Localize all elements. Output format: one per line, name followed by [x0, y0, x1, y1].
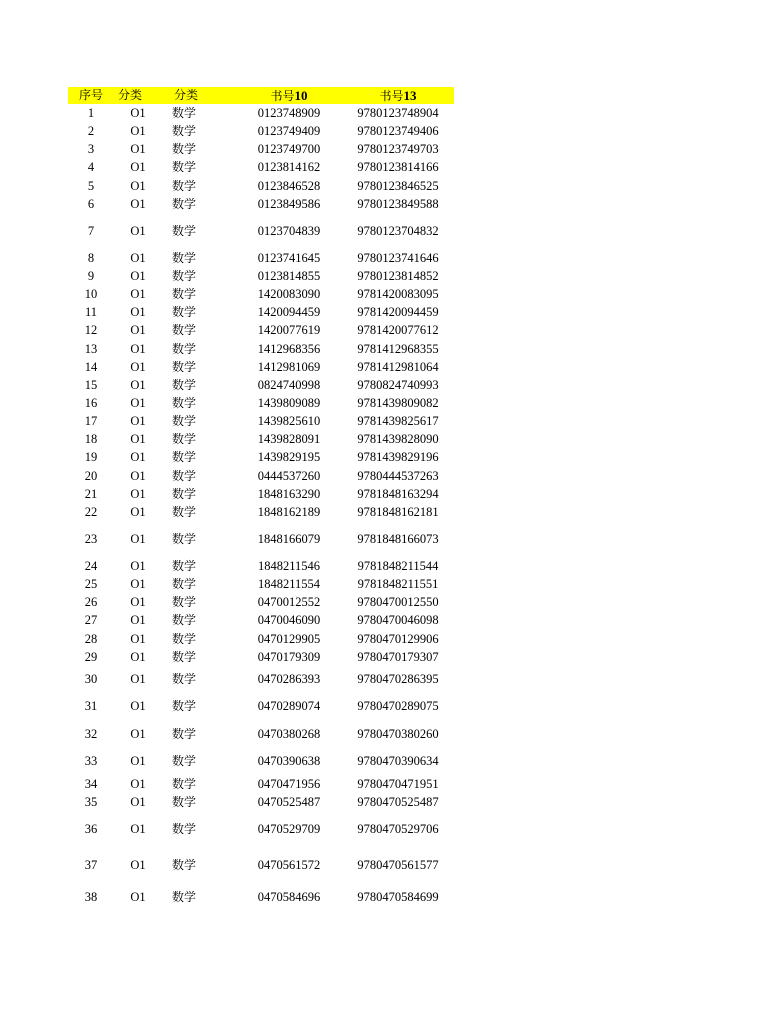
table-row	[68, 177, 454, 195]
cell-subject[interactable]: 数学	[171, 106, 196, 120]
cell-subject[interactable]: 数学	[171, 160, 196, 175]
cell-seq[interactable]: 17	[84, 414, 98, 429]
cell-subject[interactable]: 数学	[171, 287, 196, 302]
cell-seq[interactable]: 16	[84, 395, 98, 410]
table-row	[68, 793, 454, 811]
cell-isbn10[interactable]: 0470471956	[257, 776, 321, 791]
cell-subject[interactable]: 数学	[171, 359, 196, 374]
cell-class[interactable]: O1	[130, 124, 146, 139]
table-row	[68, 285, 454, 303]
table-row	[68, 213, 454, 249]
cell-isbn10[interactable]: 0470561572	[257, 858, 321, 873]
table-row	[68, 884, 454, 911]
table-row	[68, 340, 454, 358]
cell-isbn13[interactable]: 9781848211551	[357, 577, 439, 592]
cell-isbn13[interactable]: 9780470012550	[357, 595, 439, 610]
cell-subject[interactable]: 数学	[171, 323, 196, 338]
table-row	[68, 485, 454, 503]
cell-class[interactable]: O1	[130, 377, 146, 392]
cell-class[interactable]: O1	[130, 223, 146, 238]
cell-subject[interactable]: 数学	[171, 531, 196, 546]
cell-class[interactable]: O1	[130, 858, 146, 873]
table-row	[68, 847, 454, 884]
cell-seq[interactable]: 38	[84, 890, 98, 905]
cell-isbn10[interactable]: 0470584696	[257, 890, 321, 905]
cell-isbn10[interactable]: 1439825610	[257, 414, 321, 429]
cell-subject[interactable]: 数学	[171, 432, 196, 447]
cell-subject[interactable]: 数学	[171, 414, 196, 429]
cell-class[interactable]: O1	[130, 359, 146, 374]
header-isbn13-suffix: 13	[403, 88, 417, 103]
cell-class[interactable]: O1	[130, 450, 146, 465]
header-isbn10-prefix: 书号	[270, 89, 295, 103]
cell-class[interactable]: O1	[130, 649, 146, 664]
header-isbn13-prefix: 书号	[379, 89, 404, 103]
cell-isbn13[interactable]: 9781848163294	[357, 486, 439, 501]
cell-isbn13[interactable]: 9780470390634	[357, 753, 439, 768]
header-isbn13[interactable]	[344, 87, 452, 105]
cell-isbn10[interactable]: 0470286393	[257, 671, 321, 686]
table-row	[68, 303, 454, 321]
cell-seq[interactable]: 24	[84, 558, 98, 573]
cell-isbn13[interactable]: 9781412968355	[357, 341, 439, 356]
cell-subject[interactable]: 数学	[171, 890, 196, 905]
cell-isbn10[interactable]: 0470390638	[257, 753, 321, 768]
cell-subject[interactable]: 数学	[171, 450, 196, 465]
cell-isbn13[interactable]: 9781439809082	[357, 395, 439, 410]
cell-class[interactable]: O1	[130, 305, 146, 320]
table-row	[68, 811, 454, 847]
cell-class[interactable]: O1	[130, 753, 146, 768]
cell-isbn10[interactable]: 0824740998	[257, 377, 321, 392]
cell-seq[interactable]: 19	[84, 450, 98, 465]
cell-seq[interactable]: 4	[87, 160, 95, 175]
cell-isbn13[interactable]: 9780123814166	[357, 160, 439, 175]
cell-isbn10[interactable]: 1848211546	[257, 558, 321, 573]
cell-seq[interactable]: 27	[84, 613, 98, 628]
cell-seq[interactable]: 30	[84, 671, 98, 686]
cell-isbn13[interactable]: 9781412981064	[357, 359, 439, 374]
cell-class[interactable]: O1	[130, 698, 146, 713]
header-row	[68, 87, 454, 104]
table-row	[68, 394, 454, 412]
cell-isbn13[interactable]: 9780123749703	[357, 142, 439, 157]
cell-subject[interactable]: 数学	[171, 142, 196, 157]
cell-seq[interactable]: 3	[87, 142, 95, 157]
cell-subject[interactable]: 数学	[171, 486, 196, 501]
cell-subject[interactable]: 数学	[171, 178, 196, 193]
table-row	[68, 575, 454, 593]
cell-isbn10[interactable]: 1420094459	[257, 305, 321, 320]
cell-isbn10[interactable]: 0444537260	[257, 468, 321, 483]
cell-subject[interactable]: 数学	[171, 794, 196, 809]
cell-isbn10[interactable]: 0123849586	[257, 196, 321, 211]
cell-class[interactable]: O1	[130, 577, 146, 592]
cell-class[interactable]: O1	[130, 341, 146, 356]
cell-subject[interactable]: 数学	[171, 468, 196, 483]
cell-seq[interactable]: 23	[84, 531, 98, 546]
cell-isbn10[interactable]: 0470380268	[257, 726, 321, 741]
cell-class[interactable]: O1	[130, 414, 146, 429]
cell-subject[interactable]: 数学	[171, 753, 196, 768]
cell-isbn13[interactable]: 9780470561577	[357, 858, 439, 873]
cell-isbn13[interactable]: 9780123741646	[357, 250, 439, 265]
table-row	[68, 557, 454, 575]
cell-class[interactable]: O1	[130, 794, 146, 809]
cell-subject[interactable]: 数学	[171, 613, 196, 628]
cell-class[interactable]: O1	[130, 558, 146, 573]
cell-seq[interactable]: 12	[84, 323, 98, 338]
cell-isbn13[interactable]: 9780470471951	[357, 776, 439, 791]
cell-seq[interactable]: 2	[87, 124, 95, 139]
table-row	[68, 593, 454, 611]
header-class[interactable]: 分类	[117, 88, 142, 102]
cell-seq[interactable]: 7	[87, 223, 95, 238]
cell-class[interactable]: O1	[130, 468, 146, 483]
table-row	[68, 140, 454, 158]
cell-class[interactable]: O1	[130, 432, 146, 447]
table-row	[68, 503, 454, 521]
cell-subject[interactable]: 数学	[171, 196, 196, 211]
cell-class[interactable]: O1	[130, 726, 146, 741]
cell-isbn10[interactable]: 1848166079	[257, 531, 321, 546]
table-row	[68, 321, 454, 339]
cell-seq[interactable]: 15	[84, 377, 98, 392]
table-row	[68, 693, 454, 720]
cell-isbn10[interactable]: 1439829195	[257, 450, 321, 465]
cell-subject[interactable]: 数学	[171, 250, 196, 265]
table-row	[68, 467, 454, 485]
cell-isbn13[interactable]: 9780123846525	[357, 178, 439, 193]
cell-seq[interactable]: 11	[84, 305, 98, 320]
cell-subject[interactable]: 数学	[171, 305, 196, 320]
cell-isbn13[interactable]: 9780470529706	[357, 822, 439, 837]
cell-subject[interactable]: 数学	[171, 504, 196, 519]
cell-subject[interactable]: 数学	[171, 223, 196, 238]
cell-seq[interactable]: 22	[84, 504, 98, 519]
table-row	[68, 358, 454, 376]
cell-isbn13[interactable]: 9781420077612	[357, 323, 439, 338]
cell-seq[interactable]: 26	[84, 595, 98, 610]
cell-isbn13[interactable]: 9781848166073	[357, 531, 439, 546]
cell-isbn13[interactable]: 9780824740993	[357, 377, 439, 392]
cell-subject[interactable]: 数学	[171, 822, 196, 837]
cell-class[interactable]: O1	[130, 890, 146, 905]
cell-isbn13[interactable]: 9780470286395	[357, 671, 439, 686]
cell-isbn10[interactable]: 0470529709	[257, 822, 321, 837]
cell-class[interactable]: O1	[130, 142, 146, 157]
cell-subject[interactable]: 数学	[171, 726, 196, 741]
cell-isbn10[interactable]: 0123814162	[257, 160, 321, 175]
cell-isbn10[interactable]: 1412981069	[257, 359, 321, 374]
cell-subject[interactable]: 数学	[171, 649, 196, 664]
cell-class[interactable]: O1	[130, 268, 146, 283]
cell-isbn10[interactable]: 0470046090	[257, 613, 321, 628]
cell-seq[interactable]: 29	[84, 649, 98, 664]
cell-isbn10[interactable]: 1420077619	[257, 323, 321, 338]
table-row	[68, 521, 454, 557]
cell-seq[interactable]: 1	[87, 106, 95, 120]
cell-isbn10[interactable]: 0123814855	[257, 268, 321, 283]
table-row	[68, 611, 454, 629]
table-row	[68, 267, 454, 285]
cell-isbn10[interactable]: 1848163290	[257, 486, 321, 501]
cell-subject[interactable]: 数学	[171, 671, 196, 686]
cell-isbn13[interactable]: 9781848211544	[357, 558, 439, 573]
cell-subject[interactable]: 数学	[171, 631, 196, 646]
cell-class[interactable]: O1	[130, 631, 146, 646]
table-row	[68, 158, 454, 176]
cell-isbn13[interactable]: 9781848162181	[357, 504, 439, 519]
cell-isbn13[interactable]: 9781420094459	[357, 305, 439, 320]
cell-class[interactable]: O1	[130, 776, 146, 791]
cell-isbn13[interactable]: 9780123704832	[357, 223, 439, 238]
table-row	[68, 775, 454, 793]
table-row	[68, 249, 454, 267]
cell-isbn13[interactable]: 9780123749406	[357, 124, 439, 139]
cell-isbn13[interactable]: 9780444537263	[357, 468, 439, 483]
cell-class[interactable]: O1	[130, 613, 146, 628]
cell-isbn13[interactable]: 9780123849588	[357, 196, 439, 211]
spreadsheet-table	[68, 87, 454, 911]
cell-class[interactable]: O1	[130, 504, 146, 519]
cell-isbn10[interactable]: 0123748909	[257, 106, 321, 120]
table-row	[68, 122, 454, 140]
cell-subject[interactable]: 数学	[171, 558, 196, 573]
table-body	[68, 104, 454, 911]
cell-seq[interactable]: 10	[84, 287, 98, 302]
cell-seq[interactable]: 18	[84, 432, 98, 447]
table-row	[68, 720, 454, 748]
cell-isbn13[interactable]: 9781439828090	[357, 432, 439, 447]
cell-subject[interactable]: 数学	[171, 858, 196, 873]
cell-seq[interactable]: 31	[84, 698, 98, 713]
cell-seq[interactable]: 25	[84, 577, 98, 592]
table-row	[68, 104, 454, 122]
cell-seq[interactable]: 8	[87, 250, 95, 265]
cell-isbn10[interactable]: 1412968356	[257, 341, 321, 356]
cell-class[interactable]: O1	[130, 531, 146, 546]
cell-isbn10[interactable]: 1420083090	[257, 287, 321, 302]
cell-seq[interactable]: 9	[87, 268, 95, 283]
cell-isbn13[interactable]: 9780470179307	[357, 649, 439, 664]
cell-class[interactable]: O1	[130, 486, 146, 501]
cell-isbn13[interactable]: 9780123814852	[357, 268, 439, 283]
cell-subject[interactable]: 数学	[171, 395, 196, 410]
cell-isbn10[interactable]: 0123741645	[257, 250, 321, 265]
cell-seq[interactable]: 35	[84, 794, 98, 809]
cell-seq[interactable]: 33	[84, 753, 98, 768]
cell-isbn10[interactable]: 0123704839	[257, 223, 321, 238]
cell-subject[interactable]: 数学	[171, 698, 196, 713]
cell-class[interactable]: O1	[130, 671, 146, 686]
cell-isbn10[interactable]: 0470129905	[257, 631, 321, 646]
table-row	[68, 748, 454, 775]
cell-class[interactable]: O1	[130, 287, 146, 302]
cell-isbn13[interactable]: 9780470525487	[357, 794, 439, 809]
cell-isbn10[interactable]: 0470179309	[257, 649, 321, 664]
cell-class[interactable]: O1	[130, 395, 146, 410]
cell-subject[interactable]: 数学	[171, 268, 196, 283]
cell-class[interactable]: O1	[130, 160, 146, 175]
cell-class[interactable]: O1	[130, 323, 146, 338]
cell-seq[interactable]: 13	[84, 341, 98, 356]
cell-class[interactable]: O1	[130, 178, 146, 193]
cell-seq[interactable]: 14	[84, 359, 98, 374]
cell-isbn10[interactable]: 0470525487	[257, 794, 321, 809]
cell-isbn13[interactable]: 9781439829196	[357, 450, 439, 465]
cell-class[interactable]: O1	[130, 106, 146, 120]
cell-isbn10[interactable]: 0123749409	[257, 124, 321, 139]
table-row	[68, 648, 454, 666]
table-row	[68, 448, 454, 466]
cell-isbn13[interactable]: 9781420083095	[357, 287, 439, 302]
cell-seq[interactable]: 20	[84, 468, 98, 483]
cell-isbn13[interactable]: 9780470584699	[357, 890, 439, 905]
table-row	[68, 666, 454, 693]
cell-isbn13[interactable]: 9780470046098	[357, 613, 439, 628]
cell-isbn13[interactable]: 9780470289075	[357, 698, 439, 713]
cell-isbn10[interactable]: 1848162189	[257, 504, 321, 519]
table-row	[68, 630, 454, 648]
table-row	[68, 412, 454, 430]
cell-seq[interactable]: 21	[84, 486, 98, 501]
cell-subject[interactable]: 数学	[171, 377, 196, 392]
cell-seq[interactable]: 28	[84, 631, 98, 646]
cell-class[interactable]: O1	[130, 196, 146, 211]
header-subject[interactable]: 分类	[173, 88, 198, 102]
cell-isbn10[interactable]: 1848211554	[257, 577, 321, 592]
cell-isbn10[interactable]: 0123846528	[257, 178, 321, 193]
cell-subject[interactable]: 数学	[171, 776, 196, 791]
cell-seq[interactable]: 6	[87, 196, 95, 211]
header-seq[interactable]: 序号	[78, 88, 103, 102]
cell-subject[interactable]: 数学	[171, 341, 196, 356]
cell-subject[interactable]: 数学	[171, 124, 196, 139]
cell-isbn10[interactable]: 0470289074	[257, 698, 321, 713]
cell-isbn10[interactable]: 0470012552	[257, 595, 321, 610]
header-isbn10-suffix: 10	[294, 88, 308, 103]
header-isbn10[interactable]	[234, 87, 344, 105]
cell-subject[interactable]: 数学	[171, 577, 196, 592]
cell-seq[interactable]: 34	[84, 776, 98, 791]
cell-class[interactable]: O1	[130, 822, 146, 837]
cell-seq[interactable]: 32	[84, 726, 98, 741]
cell-seq[interactable]: 37	[84, 858, 98, 873]
cell-isbn10[interactable]: 1439809089	[257, 395, 321, 410]
cell-class[interactable]: O1	[130, 595, 146, 610]
cell-isbn13[interactable]: 9780470129906	[357, 631, 439, 646]
cell-seq[interactable]: 36	[84, 822, 98, 837]
cell-seq[interactable]: 5	[87, 178, 95, 193]
cell-isbn10[interactable]: 0123749700	[257, 142, 321, 157]
table-row	[68, 195, 454, 213]
table-row	[68, 376, 454, 394]
cell-class[interactable]: O1	[130, 250, 146, 265]
cell-isbn13[interactable]: 9780470380260	[357, 726, 439, 741]
cell-isbn13[interactable]: 9781439825617	[357, 414, 439, 429]
cell-isbn10[interactable]: 1439828091	[257, 432, 321, 447]
table-row	[68, 430, 454, 448]
cell-isbn13[interactable]: 9780123748904	[357, 106, 439, 120]
cell-subject[interactable]: 数学	[171, 595, 196, 610]
